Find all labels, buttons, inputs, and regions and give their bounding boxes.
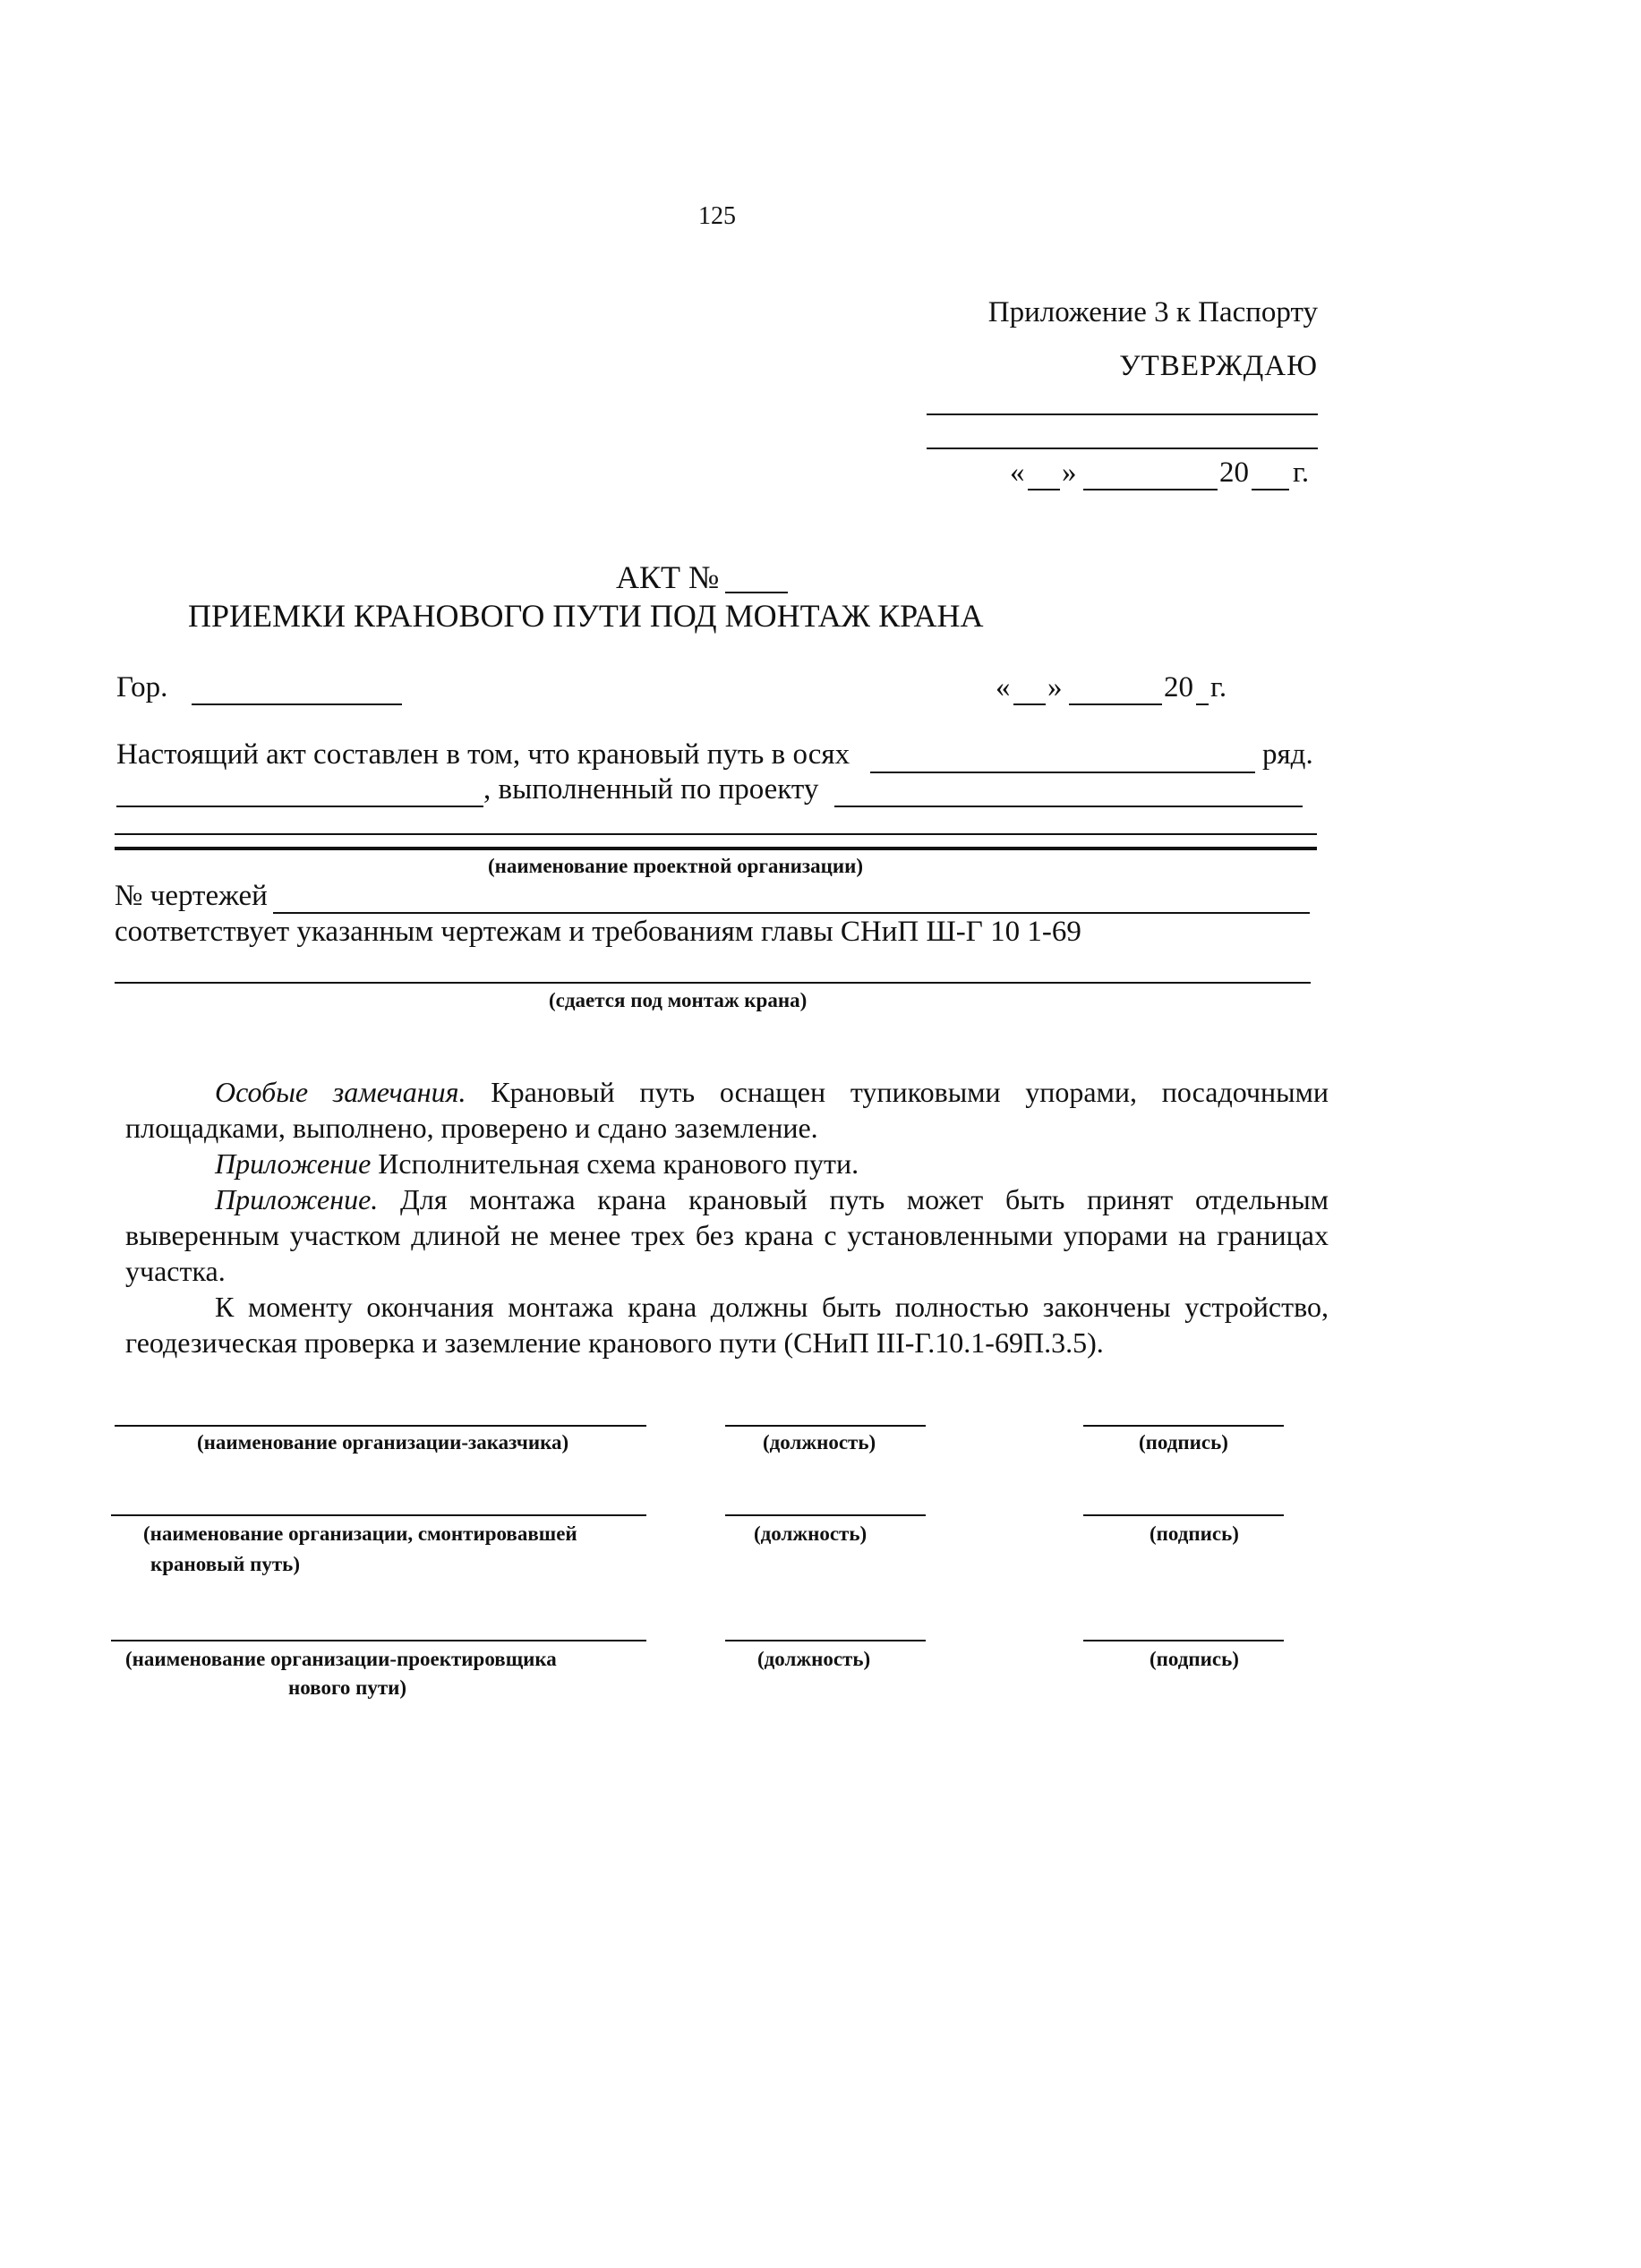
appendix-paragraph-1: Приложение Исполнительная схема кранового пути. bbox=[215, 1147, 859, 1180]
signature-caption: (подпись) bbox=[1150, 1648, 1239, 1670]
design-org-rule bbox=[115, 847, 1317, 850]
axes-blank bbox=[870, 772, 1255, 773]
org-caption: (наименование организации-заказчика) bbox=[197, 1431, 569, 1454]
org-caption: (наименование организации, смонтировавшей bbox=[143, 1522, 577, 1545]
conformity-statement: соответствует указанным чертежам и требованиям главы СНиП Ш-Г 10 1-69 bbox=[115, 916, 1081, 948]
project-statement: , выполненный по проекту bbox=[483, 773, 819, 806]
signature-blank bbox=[1083, 1425, 1284, 1427]
act-number-blank bbox=[725, 592, 788, 593]
org-caption: (наименование организации-проектировщика bbox=[125, 1648, 557, 1670]
approver-name-line bbox=[927, 448, 1318, 449]
act-year-blank bbox=[1196, 703, 1209, 705]
completion-paragraph: К моменту окончания монтажа крана должны быть полностью закончены устройство, геодезическая проверка и заземление кранового пути (СНиП III-Г.10.1-69П.3.5). bbox=[125, 1291, 1329, 1359]
appendix-paragraph-2: Приложение. Для монтажа крана крановый путь может быть принят отдельным выверенным участком длиной не менее трех без крана с установленными упорами на границах участка. bbox=[125, 1183, 1329, 1287]
position-caption: (должность) bbox=[763, 1431, 876, 1454]
design-org-blank bbox=[115, 833, 1317, 835]
executor-blank bbox=[116, 806, 483, 807]
row-label: ряд. bbox=[1262, 738, 1313, 771]
org-name-blank bbox=[111, 1514, 646, 1516]
signature-blank bbox=[1083, 1514, 1284, 1516]
page-number: 125 bbox=[698, 202, 736, 230]
axes-statement: Настоящий акт составлен в том, что крановый путь в осях bbox=[116, 738, 850, 771]
city-blank bbox=[192, 703, 402, 705]
position-blank bbox=[725, 1514, 926, 1516]
position-blank bbox=[725, 1640, 926, 1641]
approval-month-blank bbox=[1083, 489, 1218, 490]
position-blank bbox=[725, 1425, 926, 1427]
drawings-label: № чертежей bbox=[115, 880, 268, 912]
act-month-blank bbox=[1069, 703, 1162, 705]
org-name-blank bbox=[115, 1425, 646, 1427]
org-caption-cont: нового пути) bbox=[288, 1676, 407, 1699]
city-label: Гор. bbox=[116, 671, 168, 703]
approve-label: УТВЕРЖДАЮ bbox=[1119, 350, 1318, 382]
position-caption: (должность) bbox=[754, 1522, 868, 1545]
act-day-blank bbox=[1013, 703, 1046, 705]
handover-caption: (сдается под монтаж крана) bbox=[549, 989, 808, 1011]
approval-day-blank bbox=[1028, 489, 1060, 490]
org-caption-cont: крановый путь) bbox=[150, 1553, 300, 1575]
project-blank bbox=[834, 806, 1303, 807]
remarks-paragraph: Особые замечания. Крановый путь оснащен тупиковыми упорами, посадочными площадками, выполнено, проверено и сдано заземление. bbox=[125, 1076, 1329, 1144]
signature-caption: (подпись) bbox=[1150, 1522, 1239, 1545]
signature-blank bbox=[1083, 1640, 1284, 1641]
approval-year-blank bbox=[1252, 489, 1289, 490]
handover-blank bbox=[115, 982, 1311, 984]
org-name-blank bbox=[111, 1640, 646, 1641]
act-title: ПРИЕМКИ КРАНОВОГО ПУТИ ПОД МОНТАЖ КРАНА bbox=[188, 598, 984, 634]
position-caption: (должность) bbox=[757, 1648, 871, 1670]
act-number-label: АКТ № bbox=[616, 559, 720, 595]
signature-caption: (подпись) bbox=[1139, 1431, 1228, 1454]
drawings-blank bbox=[273, 912, 1310, 914]
appendix-label: Приложение 3 к Паспорту bbox=[987, 296, 1318, 328]
design-org-caption: (наименование проектной организации) bbox=[488, 855, 864, 877]
approver-position-line bbox=[927, 414, 1318, 415]
